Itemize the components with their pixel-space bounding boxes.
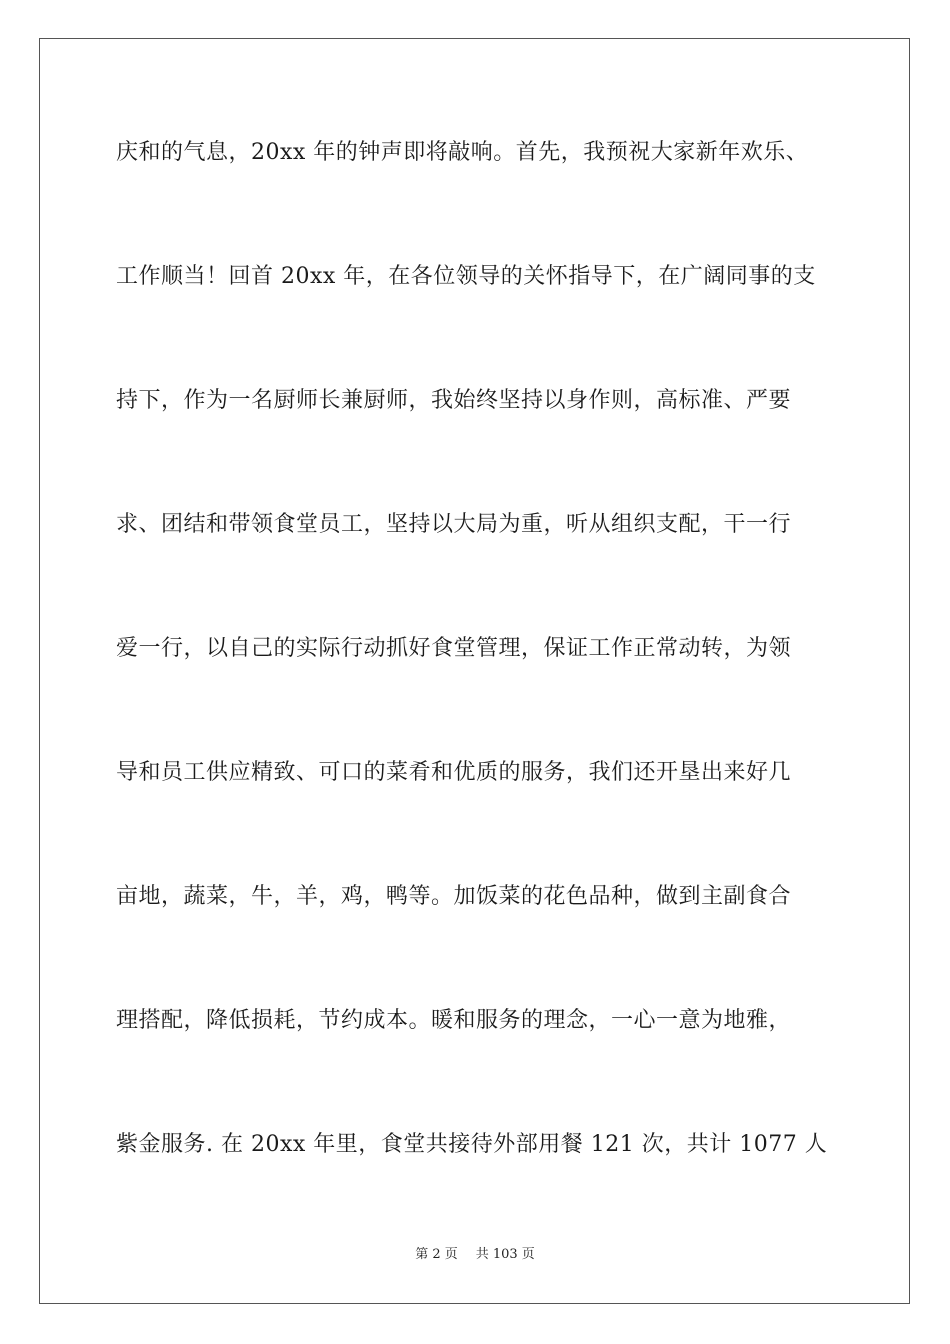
text-line-7: 亩地，蔬菜，牛，羊，鸡，鸭等。加饭菜的花色品种，做到主副食合 [116, 884, 792, 909]
text-line-8: 理搭配，降低损耗，节约成本。暖和服务的理念，一心一意为地雅， [116, 1008, 792, 1033]
text-line-3: 持下，作为一名厨师长兼厨师，我始终坚持以身作则，高标准、严要 [116, 388, 792, 413]
text-line-4: 求、团结和带领食堂员工，坚持以大局为重，听从组织支配，干一行 [116, 512, 792, 537]
page-number-total: 共 103 页 [475, 1247, 535, 1262]
text-line-1: 庆和的气息，20xx 年的钟声即将敲响。首先，我预祝大家新年欢乐、 [116, 140, 809, 165]
text-line-5: 爱一行，以自己的实际行动抓好食堂管理，保证工作正常动转，为领 [116, 636, 792, 661]
page-number-current: 第 2 页 [415, 1247, 458, 1262]
page-frame [39, 38, 910, 1304]
page-footer [0, 1246, 950, 1264]
text-line-9: 紫金服务. 在 20xx 年里，食堂共接待外部用餐 121 次，共计 1077 人 [116, 1132, 828, 1157]
text-line-2: 工作顺当！回首 20xx 年，在各位领导的关怀指导下，在广阔同事的支 [116, 264, 816, 289]
text-line-6: 导和员工供应精致、可口的菜肴和优质的服务，我们还开垦出来好几 [116, 760, 792, 785]
